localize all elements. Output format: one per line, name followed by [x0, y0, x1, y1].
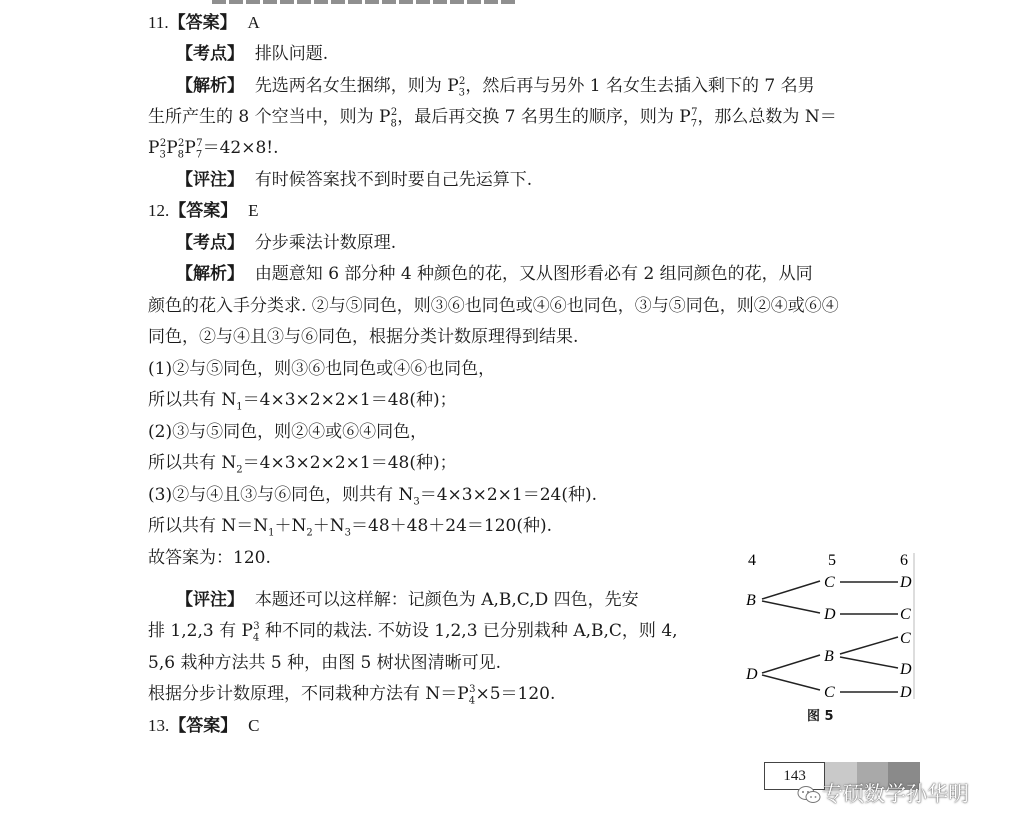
q11-comment-line: 【评注】 有时候答案找不到时要自己先运算下. — [176, 170, 533, 190]
q11-answer-tag: 【答案】 — [168, 13, 237, 33]
edge-b-d3 — [840, 657, 898, 668]
q12-analysis-tag: 【解析】 — [176, 264, 244, 284]
edge-d-c — [762, 675, 820, 690]
node-c3: C — [900, 630, 911, 647]
q12-comment-line-3: 5,6 栽种方法共 5 种，由图 5 树状图清晰可见. — [148, 653, 502, 673]
q12-total: 所以共有 $N=N_1+N_2+N_3=48+48+24=120$(种). — [148, 516, 553, 539]
col-header-6: 6 — [900, 552, 908, 569]
q12-comment-line-1: 【评注】 本题还可以这样解：记颜色为 A,B,C,D 四色，先安 — [176, 590, 639, 610]
q12-analysis-line-1: 【解析】 由题意知 6 部分种 4 种颜色的花，又从图形看必有 2 组同颜色的花，从同 — [176, 264, 813, 284]
q11-point: 排队问题. — [254, 44, 329, 64]
node-d2: D — [900, 574, 912, 591]
q12-final: 故答案为：120. — [148, 548, 271, 568]
node-c2: C — [900, 606, 911, 623]
q11-analysis-line-1: 【解析】 先选两名女生捆绑，则为 $P_3^2$，然后再与另外 1 名女生去插入剩下的 7 名男 — [176, 76, 815, 99]
watermark: 专硕数学孙华明 — [822, 782, 969, 806]
q12-answer-line — [148, 198, 258, 224]
q12-comment-tag: 【评注】 — [176, 590, 244, 610]
node-d4: D — [900, 684, 912, 701]
col-header-5: 5 — [828, 552, 836, 569]
edge-d-b — [762, 655, 820, 673]
q12-answer-tag: 【答案】 — [169, 201, 238, 221]
q12-point-line: 【考点】 分步乘法计数原理. — [176, 233, 397, 253]
q13-answer-line — [148, 713, 259, 739]
cropped-previous-line — [212, 0, 592, 4]
q11-comment-tag: 【评注】 — [176, 170, 244, 190]
q13-answer-tag: 【答案】 — [169, 716, 238, 736]
q12-analysis-line-2: 颜色的花入手分类求. ②与⑤同色，则③⑥也同色或④⑥也同色，③与⑤同色，则②④或⑥④ — [148, 296, 839, 316]
q11-analysis-line-3: $P_3^2P_8^2P_7^7=42\times 8$!. — [148, 138, 279, 161]
q11-point-line — [176, 41, 328, 67]
node-d1: D — [824, 606, 836, 623]
q11-number: 11. — [148, 13, 169, 32]
q12-case3: (3)②与④且③与⑥同色，则共有 $N_3=4\times 3\times 2\times 1=24$(种). — [148, 485, 598, 508]
node-c1: C — [824, 574, 835, 591]
q13-number: 13. — [148, 716, 170, 735]
figure-caption: 图 5 — [807, 709, 834, 724]
node-b-root: B — [746, 592, 756, 609]
tree-diagram — [742, 549, 922, 704]
q12-case2-result: 所以共有 $N_2=4\times 3\times 2\times 2\times 1=48$(种)； — [148, 453, 457, 476]
q12-point-tag: 【考点】 — [176, 233, 244, 253]
q13-answer: C — [248, 716, 260, 735]
q11-point-tag: 【考点】 — [176, 44, 244, 64]
q12-number: 12. — [148, 201, 170, 220]
q12-case1-result: 所以共有 $N_1=4\times 3\times 2\times 2\times 1=48$(种)； — [148, 390, 457, 413]
q11-analysis-tag: 【解析】 — [176, 76, 244, 96]
wechat-icon — [797, 785, 821, 805]
edge-b-c — [762, 581, 820, 599]
q12-analysis-line-3: 同色，②与④且③与⑥同色，根据分类计数原理得到结果. — [148, 327, 579, 347]
q11-analysis-line-2: 生所产生的 8 个空当中，则为 $P_8^2$，最后再交换 7 名男生的顺序，则为 $P_7^7$，那么总数为 N＝ — [148, 107, 837, 130]
q12-answer: E — [248, 201, 259, 220]
edge-b-c3 — [840, 637, 898, 654]
q12-case2: (2)③与⑤同色，则②④或⑥④同色， — [148, 422, 428, 442]
node-b-mid: B — [824, 648, 834, 665]
page-number: 143 — [764, 762, 825, 790]
node-d-root: D — [746, 666, 758, 683]
q12-conclusion: 根据分步计数原理，不同栽种方法有 $N=P_4^3\times 5=120$. — [148, 684, 556, 707]
edge-b-d — [762, 601, 820, 613]
node-d3: D — [900, 661, 912, 678]
q12-comment-line-2: 排 1,2,3 有 $P_4^3$ 种不同的栽法. 不妨设 1,2,3 已分别栽种 A,B,C，则 4, — [148, 621, 678, 644]
q11-answer-line — [148, 10, 260, 36]
q12-case1: (1)②与⑤同色，则③⑥也同色或④⑥也同色， — [148, 359, 496, 379]
col-header-4: 4 — [748, 552, 756, 569]
q11-answer: A — [247, 13, 260, 32]
node-c4: C — [824, 684, 835, 701]
